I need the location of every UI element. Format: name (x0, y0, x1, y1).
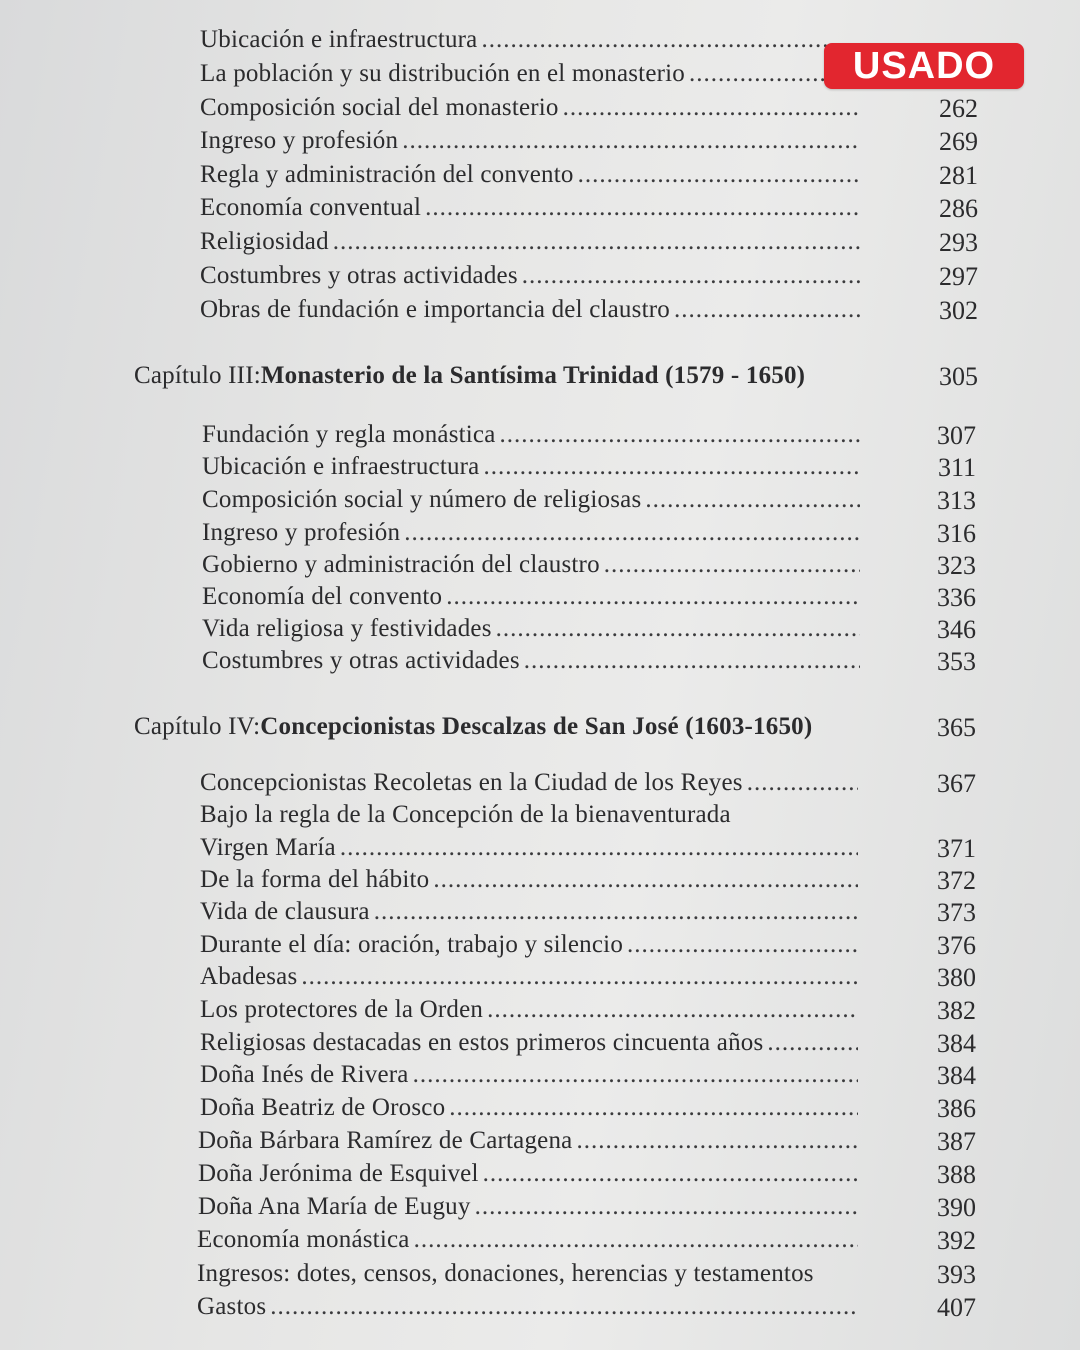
chapter-title: Concepcionistas Descalzas de San José (1603-1650) (260, 713, 813, 740)
toc-entry (200, 26, 860, 54)
toc-entry-title: Vida religiosa y festividades (202, 615, 492, 642)
toc-entry (200, 262, 864, 290)
toc-entry-title: Virgen María (200, 834, 336, 861)
leader-dots (563, 94, 860, 122)
toc-entry-page: 372 (937, 866, 976, 895)
toc-entry-title: De la forma del hábito (200, 866, 430, 893)
leader-dots (500, 421, 860, 449)
toc-entry-title: Composición social y número de religiosas (202, 486, 642, 513)
chapter-prefix: Capítulo IV: (134, 713, 261, 740)
leader-dots (374, 898, 858, 926)
leader-dots (487, 996, 858, 1024)
toc-entry-title: Gobierno y administración del claustro (202, 551, 600, 578)
toc-entry-page: 388 (937, 1160, 976, 1189)
toc-entry (200, 866, 862, 894)
leader-dots (674, 296, 860, 324)
toc-entry (200, 127, 864, 155)
toc-entry-title: Costumbres y otras actividades (202, 647, 520, 674)
leader-dots (604, 551, 860, 579)
leader-dots (433, 866, 858, 894)
toc-entry-page: 407 (937, 1293, 976, 1322)
toc-entry-page: 382 (937, 996, 976, 1025)
leader-dots (767, 1029, 858, 1057)
leader-dots (645, 486, 860, 514)
toc-entry-title: Ingreso y profesión (200, 127, 399, 154)
toc-entry-page: 281 (939, 161, 978, 190)
toc-entry (202, 453, 864, 481)
toc-entry-title: Durante el día: oración, trabajo y silencio (200, 931, 624, 958)
toc-entry (202, 486, 864, 514)
toc-entry-title: Doña Beatriz de Orosco (200, 1094, 446, 1121)
leader-dots (524, 647, 860, 675)
leader-dots (689, 60, 826, 88)
leader-dots (414, 1226, 858, 1254)
toc-entry-page: 387 (937, 1127, 976, 1156)
toc-entry (200, 194, 864, 222)
toc-entry-title: Los protectores de la Orden (200, 996, 484, 1023)
toc-entry (200, 931, 862, 959)
leader-dots (413, 1061, 858, 1089)
toc-entry-title: Concepcionistas Recoletas en la Ciudad de los Reyes (200, 769, 743, 796)
leader-dots (483, 1160, 858, 1188)
toc-entry-page: 316 (937, 519, 976, 548)
toc-entry (198, 1193, 862, 1221)
leader-dots (627, 931, 858, 959)
leader-dots (483, 453, 860, 481)
toc-entry (200, 801, 862, 829)
toc-entry-page: 390 (937, 1193, 976, 1222)
toc-entry-title: Composición social del monasterio (200, 94, 559, 121)
chapter-heading (134, 713, 904, 741)
toc-entry-title: Costumbres y otras actividades (200, 262, 518, 289)
toc-entry (200, 228, 864, 256)
toc-entry-title: Fundación y regla monástica (202, 421, 496, 448)
toc-entry (202, 421, 864, 449)
toc-entry-title: Doña Inés de Rivera (200, 1061, 409, 1088)
toc-entry-title: Religiosas destacadas en estos primeros cincuenta años (200, 1029, 764, 1056)
toc-entry (200, 94, 864, 122)
toc-entry-title: Ingresos: dotes, censos, donaciones, herencias y testamentos (197, 1260, 814, 1287)
used-condition-badge: USADO (824, 43, 1024, 89)
toc-entry-page: 367 (937, 769, 976, 798)
toc-entry-title: Obras de fundación e importancia del claustro (200, 296, 670, 323)
toc-entry (198, 1160, 862, 1188)
toc-entry-page: 293 (939, 228, 978, 257)
toc-entry-page: 386 (937, 1094, 976, 1123)
toc-entry-page: 353 (937, 647, 976, 676)
toc-entry-page: 297 (939, 262, 978, 291)
toc-entry-page: 346 (937, 615, 976, 644)
toc-entry-page: 380 (937, 963, 976, 992)
toc-entry-title: La población y su distribución en el monasterio (200, 60, 685, 87)
chapter-page: 365 (937, 713, 976, 742)
toc-entry (200, 296, 864, 324)
leader-dots (301, 963, 858, 991)
leader-dots (576, 1127, 858, 1155)
leader-dots (402, 127, 860, 155)
toc-entry-page: 323 (937, 551, 976, 580)
toc-entry (197, 1226, 862, 1254)
toc-entry-page: 307 (937, 421, 976, 450)
toc-entry-title: Religiosidad (200, 228, 329, 255)
toc-entry-page: 311 (937, 453, 976, 482)
toc-entry-title: Abadesas (200, 963, 298, 990)
chapter-prefix: Capítulo III: (134, 362, 261, 389)
toc-entry (202, 583, 864, 611)
toc-entry-title: Doña Ana María de Euguy (198, 1193, 471, 1220)
leader-dots (270, 1293, 858, 1321)
chapter-page: 305 (939, 362, 978, 391)
toc-entry-page: 384 (937, 1029, 976, 1058)
toc-entry-page: 376 (937, 931, 976, 960)
toc-entry (202, 615, 864, 643)
toc-entry (197, 1260, 897, 1288)
toc-entry-title: Bajo la regla de la Concepción de la bienaventurada (200, 801, 731, 828)
leader-dots (425, 194, 860, 222)
toc-entry-title: Ubicación e infraestructura (200, 26, 478, 53)
toc-entry-title: Ingreso y profesión (202, 519, 401, 546)
leader-dots (522, 262, 860, 290)
toc-entry-title: Ubicación e infraestructura (202, 453, 480, 480)
toc-entry-page: 392 (937, 1226, 976, 1255)
toc-entry (200, 60, 830, 88)
show-through-left (132, 30, 182, 1320)
leader-dots (578, 161, 860, 189)
toc-entry-page: 269 (939, 127, 978, 156)
toc-entry-page: 336 (937, 583, 976, 612)
leader-dots (340, 834, 858, 862)
toc-entry (200, 996, 862, 1024)
leader-dots (333, 228, 860, 256)
toc-entry-page: 262 (939, 94, 978, 123)
toc-entry-title: Gastos (197, 1293, 267, 1320)
toc-entry-title: Regla y administración del convento (200, 161, 574, 188)
toc-entry (202, 647, 864, 675)
leader-dots (496, 615, 860, 643)
toc-entry-title: Doña Jerónima de Esquivel (198, 1160, 479, 1187)
toc-entry (200, 1061, 862, 1089)
toc-entry (202, 519, 864, 547)
toc-entry (200, 1094, 862, 1122)
leader-dots (747, 769, 858, 797)
toc-entry-page: 393 (937, 1260, 976, 1289)
leader-dots (481, 26, 856, 54)
toc-entry (200, 161, 864, 189)
toc-entry (200, 769, 862, 797)
leader-dots (404, 519, 860, 547)
leader-dots (446, 583, 860, 611)
leader-dots (475, 1193, 858, 1221)
leader-dots (449, 1094, 858, 1122)
toc-entry-page: 302 (939, 296, 978, 325)
toc-entry-page: 286 (939, 194, 978, 223)
toc-entry-title: Doña Bárbara Ramírez de Cartagena (198, 1127, 573, 1154)
toc-entry-title: Economía monástica (197, 1226, 410, 1253)
toc-entry (200, 898, 862, 926)
toc-entry-page: 371 (937, 834, 976, 863)
toc-entry (200, 1029, 862, 1057)
toc-entry (197, 1293, 862, 1321)
toc-entry-title: Economía del convento (202, 583, 443, 610)
chapter-heading (134, 362, 894, 390)
toc-entry (200, 963, 862, 991)
toc-entry-page: 384 (937, 1061, 976, 1090)
toc-entry-title: Vida de clausura (200, 898, 370, 925)
toc-entry (200, 834, 862, 862)
toc-entry-page: 373 (937, 898, 976, 927)
chapter-title: Monasterio de la Santísima Trinidad (1579 - 1650) (260, 362, 806, 389)
toc-entry-title: Economía conventual (200, 194, 422, 221)
toc-entry (202, 551, 864, 579)
toc-entry-page: 313 (937, 486, 976, 515)
toc-entry (198, 1127, 862, 1155)
